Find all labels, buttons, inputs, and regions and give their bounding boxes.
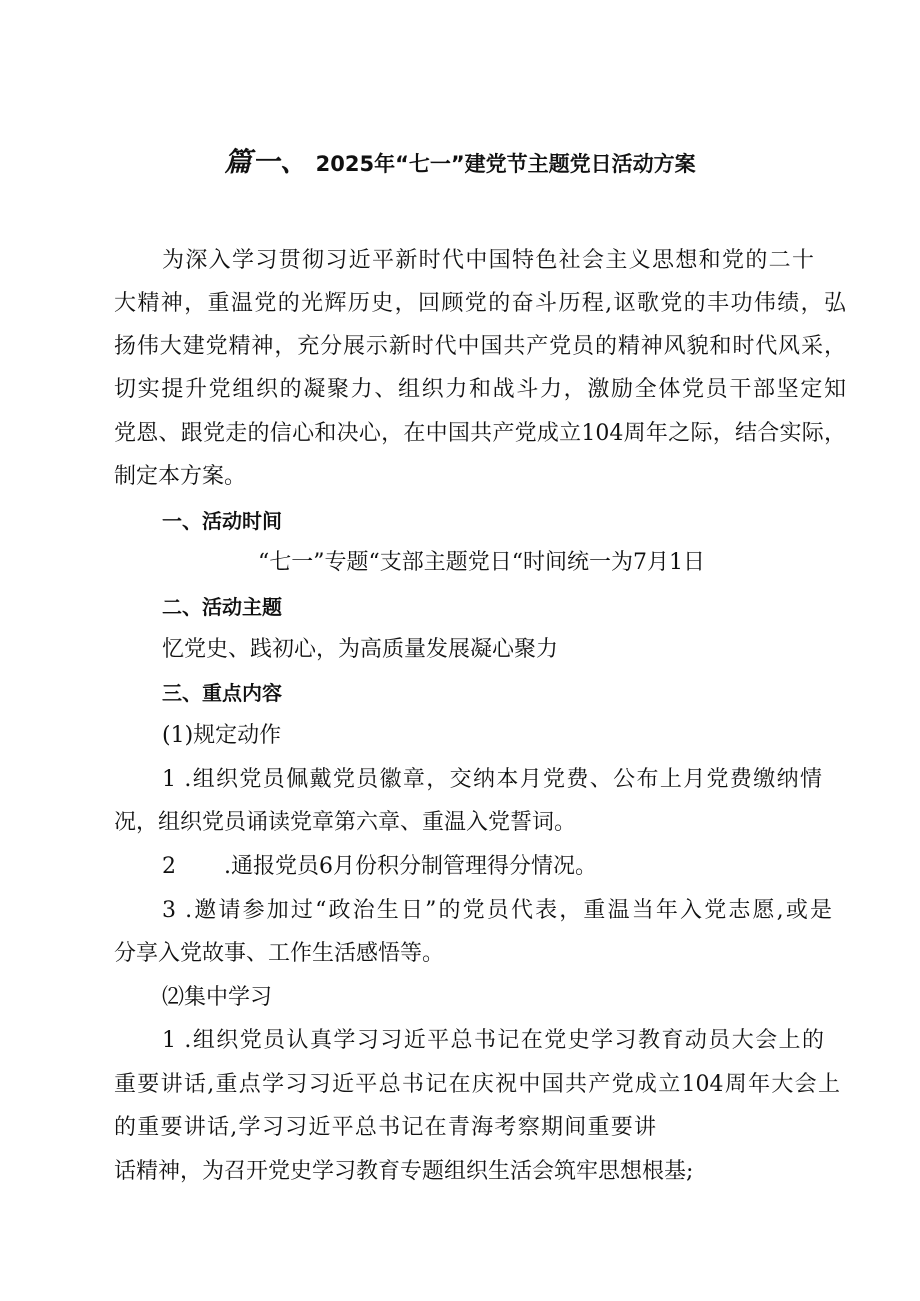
title-prefix: 篇一、 bbox=[224, 147, 309, 178]
item-2-number: 2 bbox=[162, 854, 176, 879]
item-1-line: 况，组织党员诵读党章第六章、重温入党誓词。 bbox=[114, 810, 577, 835]
item-2-text: .通报党员6月份积分制管理得分情况。 bbox=[224, 854, 597, 879]
study-1-line: 1 .组织党员认真学习习近平总书记在党史学习教育动员大会上的 bbox=[162, 1028, 824, 1053]
section-heading-activity-time: 一、活动时间 bbox=[162, 509, 282, 533]
study-1-line: 重要讲话,重点学习习近平总书记在庆祝中国共产党成立104周年大会上 bbox=[114, 1072, 840, 1097]
section-heading-activity-theme: 二、活动主题 bbox=[162, 595, 282, 619]
section-heading-key-content: 三、重点内容 bbox=[162, 681, 282, 705]
study-1-line: 的重要讲话,学习习近平总书记在青海考察期间重要讲 bbox=[114, 1115, 656, 1140]
intro-line: 制定本方案。 bbox=[114, 464, 247, 489]
title-main: 2025年“七一”建党节主题党日活动方案 bbox=[315, 152, 696, 176]
item-3-line: 分享入党故事、工作生活感悟等。 bbox=[114, 941, 445, 966]
item-1-line: 1 .组织党员佩戴党员徽章，交纳本月党费、公布上月党费缴纳情 bbox=[162, 767, 822, 792]
activity-time-text: “七一”专题“支部主题党日“时间统一为7月1日 bbox=[258, 550, 705, 575]
document-title bbox=[0, 140, 920, 179]
subsection-label-required-actions: (1)规定动作 bbox=[162, 723, 282, 748]
intro-line: 切实提升党组织的凝聚力、组织力和战斗力，激励全体党员干部坚定知 bbox=[114, 377, 846, 402]
intro-line: 大精神，重温党的光辉历史，回顾党的奋斗历程,讴歌党的丰功伟绩，弘 bbox=[114, 291, 846, 316]
activity-theme-text: 忆党史、践初心，为高质量发展凝心聚力 bbox=[162, 637, 559, 662]
intro-line: 扬伟大建党精神，充分展示新时代中国共产党员的精神风貌和时代风采， bbox=[114, 334, 846, 359]
subsection-label-focused-study: ⑵集中学习 bbox=[162, 985, 273, 1010]
intro-line: 为深入学习贯彻习近平新时代中国特色社会主义思想和党的二十 bbox=[162, 248, 814, 273]
item-3-line: 3 .邀请参加过“政治生日”的党员代表，重温当年入党志愿,或是 bbox=[162, 898, 832, 923]
study-1-line: 话精神，为召开党史学习教育专题组织生活会筑牢思想根基; bbox=[114, 1159, 694, 1184]
intro-line: 党恩、跟党走的信心和决心，在中国共产党成立104周年之际，结合实际， bbox=[114, 421, 846, 446]
